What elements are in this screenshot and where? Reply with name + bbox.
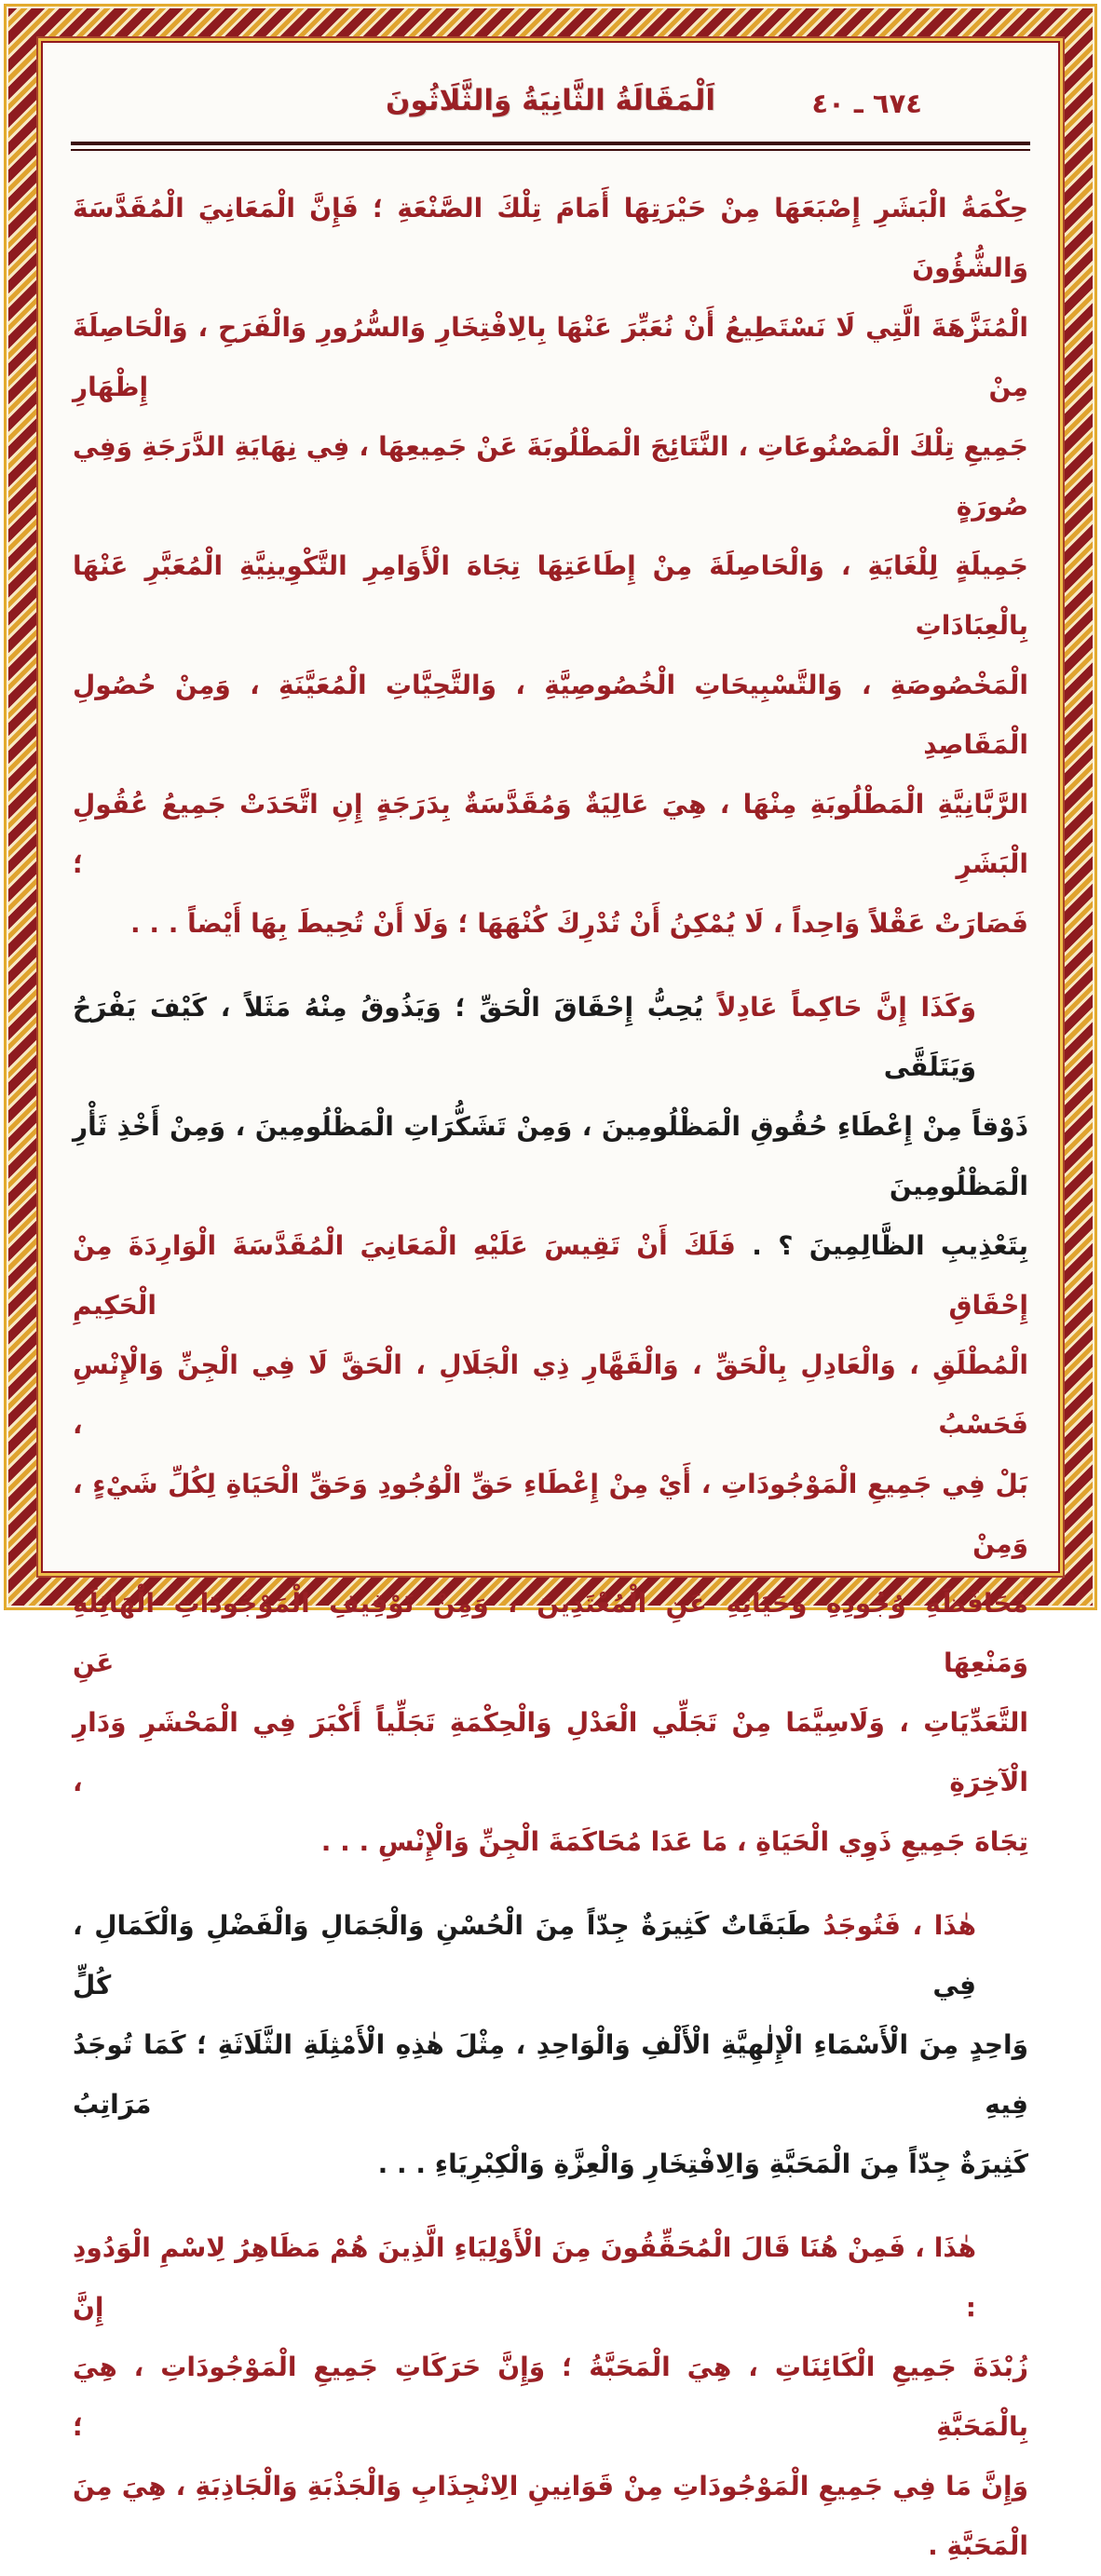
header-double-rule	[71, 142, 1030, 151]
text-segment: الرَّبَّانِيَّةِ الْمَطْلُوبَةِ مِنْهَا ، هِيَ عَالِيَةٌ وَمُقَدَّسَةٌ بِدَرَجَةٍ إِنِ اتَّحَدَتْ جَمِيعُ عُقُولِ الْبَشَرِ ؛	[73, 789, 1028, 879]
text-line	[73, 179, 1028, 298]
text-line	[73, 2338, 1028, 2457]
body-text	[69, 179, 1032, 2576]
text-segment: يُحِبُّ إِحْقَاقَ الْحَقِّ ؛ وَيَذُوقُ مِنْهُ مَثَلاً ، كَيْفَ يَفْرَحُ وَيَتَلَقَّى	[73, 992, 976, 1082]
text-segment: هٰذَا ، فَمِنْ هُنَا قَالَ الْمُحَقِّقُونَ مِنَ الْأَوْلِيَاءِ الَّذِينَ هُمْ مَظَاهِرُ لِاسْمِ الْوَدُودِ : إِنَّ	[73, 2232, 976, 2323]
text-segment: جَمِيعِ تِلْكَ الْمَصْنُوعَاتِ ، النَّتَائِجَ الْمَطْلُوبَةَ عَنْ جَمِيعِهَا ، فِي نِهَايَةِ الدَّرَجَةِ وَفِي صُورَةٍ	[73, 431, 1028, 522]
text-line	[73, 536, 1028, 656]
text-line	[73, 1896, 1028, 2015]
text-segment: حِكْمَةُ الْبَشَرِ إِصْبَعَهَا مِنْ حَيْرَتِهَا أَمَامَ تِلْكَ الصَّنْعَةِ ؛ فَإِنَّ الْمَعَانِيَ الْمُقَدَّسَةَ وَالشُّؤُونَ	[73, 193, 1028, 283]
text-segment: تِجَاهَ جَمِيعِ ذَوِي الْحَيَاةِ ، مَا عَدَا مُحَاكَمَةَ الْجِنِّ وَالْإِنْسِ . . .	[320, 1826, 1028, 1857]
text-line	[73, 2457, 1028, 2576]
text-line	[73, 1335, 1028, 1455]
paragraph	[73, 179, 1028, 954]
text-line	[73, 1693, 1028, 1812]
page-body	[41, 41, 1060, 2561]
page-header	[69, 61, 1032, 142]
text-segment: زُبْدَةَ جَمِيعِ الْكَائِنَاتِ ، هِيَ الْمَحَبَّةُ ؛ وَإِنَّ حَرَكَاتِ جَمِيعِ الْمَوْجُودَاتِ ، هِيَ بِالْمَحَبَّةِ ؛	[73, 2352, 1028, 2442]
text-segment: جَمِيلَةٍ لِلْغَايَةِ ، وَالْحَاصِلَةَ مِنْ إِطَاعَتِهَا تِجَاهَ الْأَوَامِرِ التَّكْوِينِيَّةِ الْمُعَبَّرِ عَنْهَا بِالْعِبَادَاتِ	[73, 550, 1028, 641]
text-segment: مُحَافَظَةِ وُجُودِهِ وَحَيَاتِهِ عَنِ الْمُعْتَدِينَ ، وَمِنْ تَوْقِيفِ الْمَوْجُودَاتِ الْهَائِلَةِ وَمَنْعِهَا عَنِ	[73, 1588, 1028, 1678]
text-segment: الْمُنَزَّهَةَ الَّتِي لَا نَسْتَطِيعُ أَنْ نُعَبِّرَ عَنْهَا بِالِافْتِخَارِ وَالسُّرُورِ وَالْفَرَحِ ، وَالْحَاصِلَةَ مِنْ إِظْهَارِ	[73, 312, 1028, 402]
text-segment: ذَوْقاً مِنْ إِعْطَاءِ حُقُوقِ الْمَظْلُومِينَ ، وَمِنْ تَشَكُّرَاتِ الْمَظْلُومِينَ ، وَمِنْ أَخْذِ ثَأْرِ الْمَظْلُومِينَ	[73, 1111, 1028, 1201]
text-line	[73, 2135, 1028, 2194]
text-segment: طَبَقَاتٌ كَثِيرَةٌ جِدّاً مِنَ الْحُسْنِ وَالْجَمَالِ وَالْفَضْلِ وَالْكَمَالِ ، فِي كُلٍّ	[73, 1910, 976, 2000]
text-line	[73, 1216, 1028, 1335]
text-line	[73, 417, 1028, 536]
text-line	[73, 1812, 1028, 1872]
page-number: ٦٧٤ ـ ٤٠	[811, 88, 922, 119]
text-line	[73, 978, 1028, 1097]
text-line	[73, 1574, 1028, 1693]
text-line	[73, 656, 1028, 775]
text-segment: وَإِنَّ مَا فِي جَمِيعِ الْمَوْجُودَاتِ مِنْ قَوَانِينِ الِانْجِذَابِ وَالْجَذْبَةِ وَالْجَاذِبَةِ ، هِيَ مِنَ الْمَحَبَّةِ .	[73, 2471, 1028, 2561]
paragraph	[73, 1896, 1028, 2194]
text-segment: وَكَذَا إِنَّ حَاكِماً عَادِلاً	[703, 992, 976, 1023]
text-segment: فَصَارَتْ عَقْلاً وَاحِداً ، لَا يُمْكِنُ أَنْ تُدْرِكَ كُنْهَهَا ؛ وَلَا أَنْ تُحِيطَ بِهَا أَيْضاً . . .	[129, 908, 1028, 939]
text-line	[73, 2015, 1028, 2135]
text-line	[73, 2218, 1028, 2338]
text-line	[73, 894, 1028, 954]
paragraph	[73, 2218, 1028, 2576]
text-line	[73, 1097, 1028, 1216]
text-segment: بَلْ فِي جَمِيعِ الْمَوْجُودَاتِ ، أَيْ مِنْ إِعْطَاءِ حَقِّ الْوُجُودِ وَحَقِّ الْحَيَاةِ لِكُلِّ شَيْءٍ ، وَمِنْ	[73, 1469, 1028, 1559]
text-line	[73, 298, 1028, 417]
text-segment: بِتَعْذِيبِ الظَّالِمِينَ ؟ .	[735, 1230, 1028, 1261]
text-segment: هٰذَا ، فَتُوجَدُ	[810, 1910, 976, 1941]
text-segment: كَثِيرَةٌ جِدّاً مِنَ الْمَحَبَّةِ وَالِافْتِخَارِ وَالْعِزَّةِ وَالْكِبْرِيَاءِ . . .	[377, 2149, 1028, 2179]
text-segment: الْمَخْصُوصَةِ ، وَالتَّسْبِيحَاتِ الْخُصُوصِيَّةِ ، وَالتَّحِيَّاتِ الْمُعَيَّنَةِ ، وَمِنْ حُصُولِ الْمَقَاصِدِ	[73, 670, 1028, 760]
text-segment: التَّعَدِّيَاتِ ، وَلَاسِيَّمَا مِنْ تَجَلِّي الْعَدْلِ وَالْحِكْمَةِ تَجَلِّياً أَكْبَرَ فِي الْمَحْشَرِ وَدَارِ الْآخِرَةِ ،	[73, 1707, 1028, 1797]
text-segment: وَاحِدٍ مِنَ الْأَسْمَاءِ الْإِلٰهِيَّةِ الْأَلْفِ وَالْوَاحِدِ ، مِثْلَ هٰذِهِ الْأَمْثِلَةِ الثَّلَاثَةِ ؛ كَمَا تُوجَدُ فِيهِ مَرَاتِبُ	[73, 2029, 1028, 2120]
paragraph	[73, 978, 1028, 1872]
text-segment: الْمُطْلَقِ ، وَالْعَادِلِ بِالْحَقِّ ، وَالْقَهَّارِ ذِي الْجَلَالِ ، الْحَقَّ لَا فِي الْجِنِّ وَالْإِنْسِ فَحَسْبُ ،	[73, 1349, 1028, 1440]
text-line	[73, 775, 1028, 894]
page-title: اَلْمَقَالَةُ الثَّانِيَةُ وَالثَّلَاثُونَ	[386, 84, 715, 117]
text-segment: فَلَكَ أَنْ تَقِيسَ عَلَيْهِ الْمَعَانِيَ الْمُقَدَّسَةَ الْوَارِدَةَ مِنْ إِحْقَاقِ الْحَكِيمِ	[73, 1230, 1028, 1321]
text-line	[73, 1455, 1028, 1574]
